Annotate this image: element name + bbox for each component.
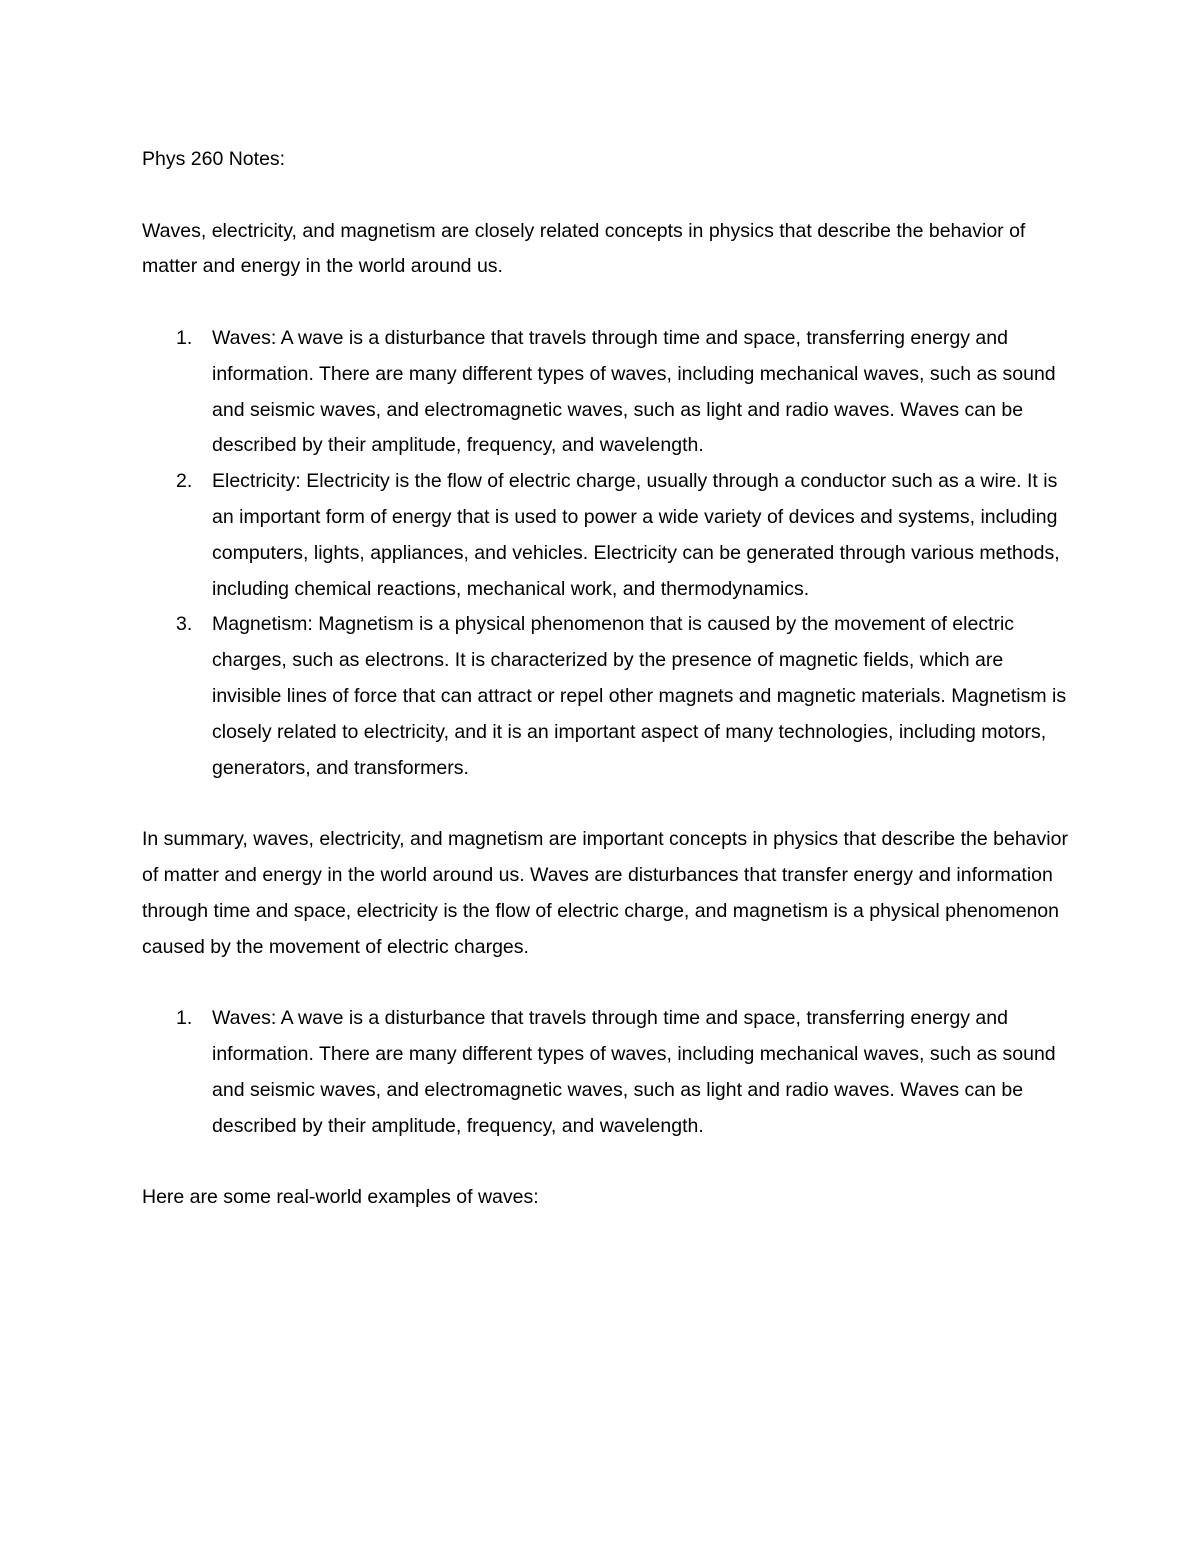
list-item	[142, 1001, 1072, 1144]
list-item-text: Waves: A wave is a disturbance that travels through time and space, transferring energy and information. There are many different types of waves, including mechanical waves, such as sound and seismic waves, and electromagnetic waves, such as light and radio waves. Waves can be described by their amplitude, frequency, and wavelength.	[212, 326, 1056, 457]
list-item-text: Magnetism: Magnetism is a physical phenomenon that is caused by the movement of electric charges, such as electrons. It is characterized by the presence of magnetic fields, which are invisible lines of force that can attract or repel other magnets and magnetic materials. Magnetism is closely related to electricity, and it is an important aspect of many technologies, including motors, generators, and transformers.	[212, 613, 1067, 779]
closing-paragraph: Here are some real-world examples of waves:	[142, 1186, 539, 1209]
list-item-number: 3.	[176, 613, 193, 636]
list-item	[142, 607, 1072, 786]
summary-paragraph: In summary, waves, electricity, and magnetism are important concepts in physics that describe the behavior of matter and energy in the world around us. Waves are disturbances that transfer energy and information through time and space, electricity is the flow of electric charge, and magnetism is a physical phenomenon caused by the movement of electric charges.	[142, 828, 1068, 958]
intro-paragraph: Waves, electricity, and magnetism are closely related concepts in physics that describe the behavior of matter and energy in the world around us.	[142, 219, 1026, 278]
document-body	[142, 142, 1072, 1216]
list-item-number: 1.	[176, 326, 193, 349]
list-item	[142, 321, 1072, 464]
list-item-number: 1.	[176, 1007, 193, 1030]
list-item-number: 2.	[176, 470, 193, 493]
list-item-text: Electricity: Electricity is the flow of electric charge, usually through a conductor such as a wire. It is an important form of energy that is used to power a wide variety of devices and systems, including computers, lights, appliances, and vehicles. Electricity can be generated through various methods, including chemical reactions, mechanical work, and thermodynamics.	[212, 470, 1060, 600]
waves-list	[142, 1001, 1072, 1144]
list-item	[142, 464, 1072, 607]
list-item-text: Waves: A wave is a disturbance that travels through time and space, transferring energy and information. There are many different types of waves, including mechanical waves, such as sound and seismic waves, and electromagnetic waves, such as light and radio waves. Waves can be described by their amplitude, frequency, and wavelength.	[212, 1007, 1056, 1137]
document-title: Phys 260 Notes:	[142, 148, 286, 170]
topics-list	[142, 321, 1072, 786]
